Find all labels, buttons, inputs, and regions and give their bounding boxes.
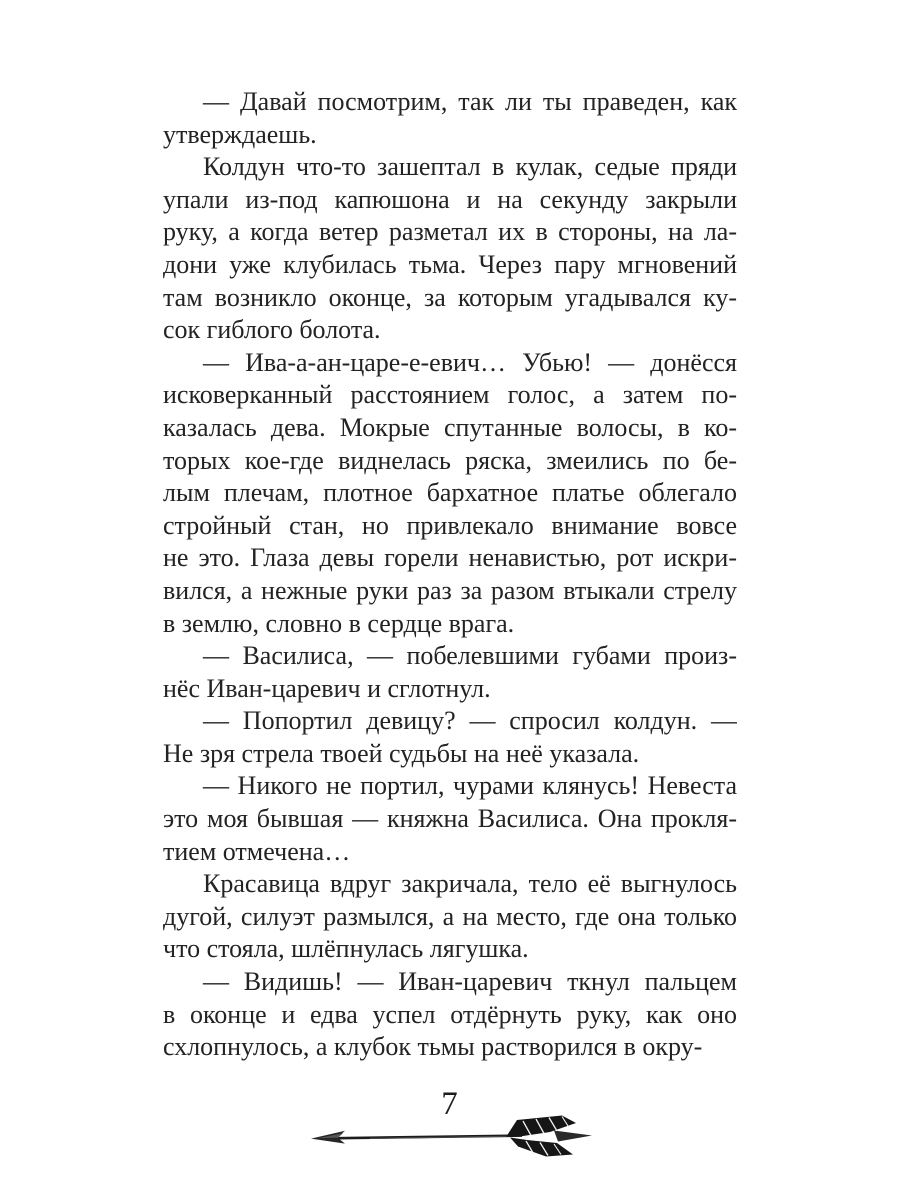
text-line: тием отмечена…	[163, 836, 351, 866]
paragraph	[163, 966, 737, 1064]
text-line: Не зря стрела твоей судьбы на неё указала.	[163, 738, 640, 768]
text-line: упали из-под капюшона и на секунду закрыли	[163, 184, 737, 214]
text-line: торых кое-где виднелась ряска, змеились по бе-	[163, 445, 737, 475]
text-line: Колдун что-то зашептал в кулак, седые пряди	[203, 152, 737, 182]
text-line: лым плечам, плотное бархатное платье облегало	[163, 478, 737, 508]
text-line: утверждаешь.	[163, 119, 317, 149]
text-line: сок гиблого болота.	[163, 315, 381, 345]
paragraph	[163, 770, 737, 868]
text-line: в оконце и едва успел отдёрнуть руку, как оно	[163, 999, 737, 1029]
text-line: в землю, словно в сердце врага.	[163, 608, 515, 638]
text-line: не это. Глаза девы горели ненавистью, рот искри-	[163, 543, 737, 573]
text-line: что стояла, шлёпнулась лягушка.	[163, 934, 529, 964]
text-line: — Попортил девицу? — спросил колдун. —	[203, 706, 737, 736]
left-arrow-decoration-icon	[310, 1110, 594, 1166]
text-line: руку, а когда ветер разметал их в стороны, на ла-	[163, 217, 737, 247]
text-line: там возникло оконце, за которым угадывался ку-	[163, 282, 737, 312]
text-line: — Никого не портил, чурами клянусь! Невеста	[203, 771, 737, 801]
text-line: нёс Иван-царевич и сглотнул.	[163, 673, 491, 703]
text-line: Красавица вдруг закричала, тело её выгнулось	[203, 869, 737, 899]
text-line: вился, а нежные руки раз за разом втыкали стрелу	[163, 575, 737, 605]
text-line: — Видишь! — Иван-царевич ткнул пальцем	[203, 967, 737, 997]
text-line: дони уже клубилась тьма. Через пару мгновений	[163, 249, 737, 279]
text-line: исковерканный расстоянием голос, а затем по-	[163, 380, 737, 410]
paragraph	[163, 705, 737, 770]
paragraph	[163, 640, 737, 705]
paragraph	[163, 86, 737, 151]
text-line: — Ива-а-ан-царе-е-евич… Убью! — донёсся	[203, 347, 737, 377]
text-line: — Давай посмотрим, так ли ты праведен, как	[203, 87, 737, 116]
paragraph	[163, 868, 737, 966]
text-line: это моя бывшая — княжна Василиса. Она прокля-	[163, 804, 737, 834]
text-line: казалась дева. Мокрые спутанные волосы, в ко-	[163, 412, 737, 442]
text-block	[163, 86, 737, 1064]
page-number: 7	[441, 1086, 459, 1122]
text-line: стройный стан, но привлекало внимание вовсе	[163, 510, 737, 540]
text-line: — Василиса, — побелевшими губами произ-	[203, 641, 737, 671]
paragraph	[163, 347, 737, 640]
paragraph	[163, 151, 737, 347]
text-line: дугой, силуэт размылся, а на место, где она только	[163, 901, 737, 931]
text-line: схлопнулось, а клубок тьмы растворился в окру-	[163, 1032, 703, 1062]
